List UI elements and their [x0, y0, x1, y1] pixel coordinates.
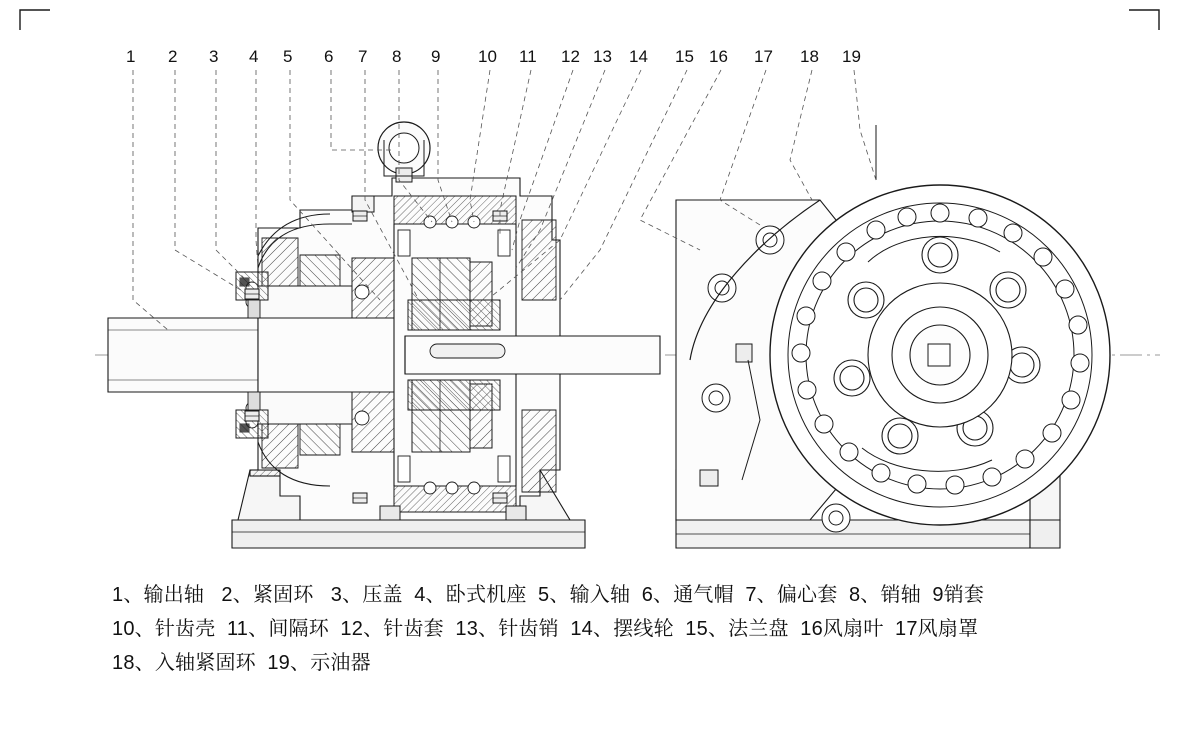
sectional-front-view	[665, 125, 1160, 548]
legend-line-1: 1、输出轴 2、紧固环 3、压盖 4、卧式机座 5、输入轴 6、通气帽 7、偏心套 8、销轴 9销套	[112, 584, 985, 606]
legend-line-2: 10、针齿壳 11、间隔环 12、针齿套 13、针齿销 14、摆线轮 15、法兰盘 16风扇叶 17风扇罩	[112, 618, 979, 640]
callout-12: 12	[561, 47, 580, 66]
callout-6: 6	[324, 47, 334, 66]
input-shaft	[405, 336, 660, 374]
callout-15: 15	[675, 47, 694, 66]
output-hub	[868, 283, 1012, 427]
callout-9: 9	[431, 47, 441, 66]
top-left-corner-mark	[20, 10, 50, 30]
callout-16: 16	[709, 47, 728, 66]
callout-14: 14	[629, 47, 648, 66]
legend-line-3: 18、入轴紧固环 19、示油器	[112, 652, 371, 674]
callout-3: 3	[209, 47, 219, 66]
callout-4: 4	[249, 47, 259, 66]
sectional-side-view	[95, 122, 660, 548]
callout-10: 10	[478, 47, 497, 66]
breather-cap	[378, 122, 430, 182]
callout-19: 19	[842, 47, 861, 66]
callout-2: 2	[168, 47, 178, 66]
output-shaft	[108, 318, 258, 392]
callout-1: 1	[126, 47, 136, 66]
callout-17: 17	[754, 47, 773, 66]
callout-11: 11	[519, 47, 537, 66]
parts-legend	[0, 578, 1179, 680]
callout-7: 7	[358, 47, 368, 66]
callout-5: 5	[283, 47, 293, 66]
oil-level-indicator	[352, 196, 374, 212]
callout-18: 18	[800, 47, 819, 66]
callout-number-row	[126, 47, 861, 66]
callout-13: 13	[593, 47, 612, 66]
callout-8: 8	[392, 47, 402, 66]
top-right-corner-mark	[1129, 10, 1159, 30]
